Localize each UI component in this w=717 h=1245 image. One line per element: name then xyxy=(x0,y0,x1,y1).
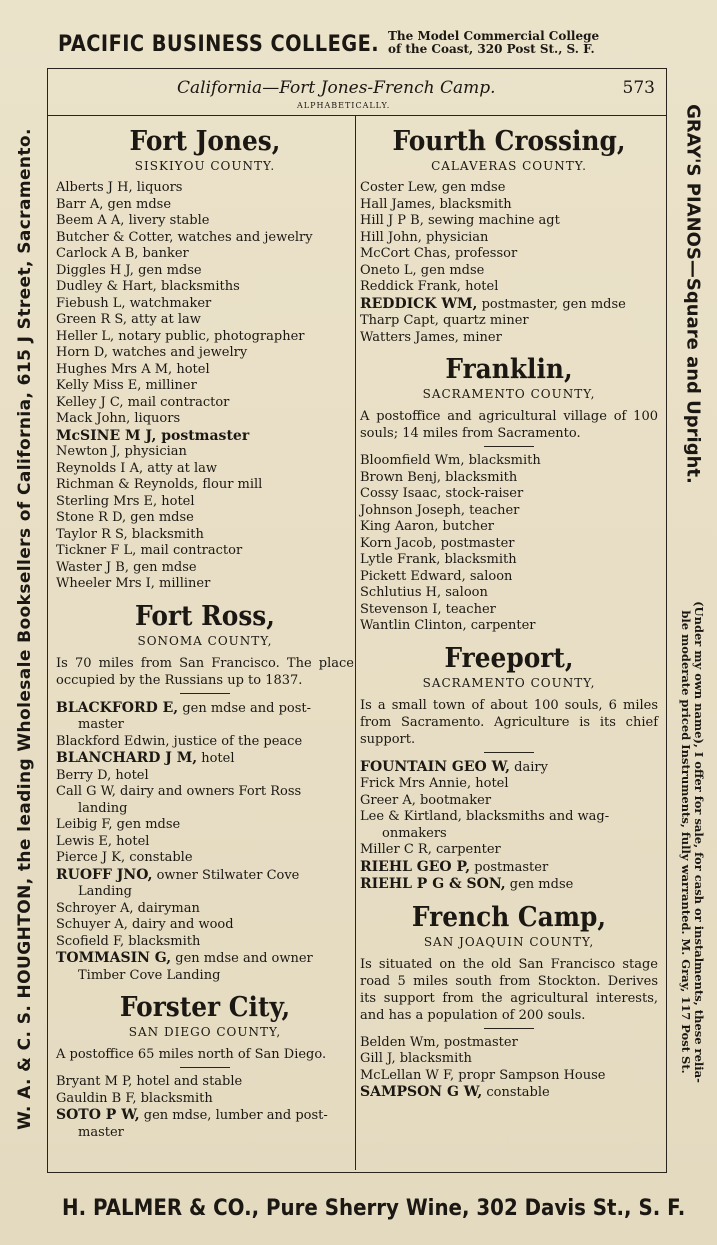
list-item xyxy=(56,950,354,984)
top-ad-right-line1: The Model Commercial College xyxy=(388,29,600,43)
list-item: Carlock A B, banker xyxy=(56,246,189,261)
list-item: Diggles H J, gen mdse xyxy=(56,262,202,278)
list-item: Gill J, blacksmith xyxy=(360,1051,472,1066)
section-freeport xyxy=(360,643,658,894)
list-item: Reynolds I A, atty at law xyxy=(56,460,218,476)
section-rule xyxy=(180,693,230,694)
section-rule xyxy=(484,1028,534,1029)
county-name: SACRAMENTO COUNTY, xyxy=(422,387,596,401)
town-description: Is a small town of about 100 souls, 6 miles from Sacramento. Agriculture is its chief support. xyxy=(360,697,658,747)
list-item: Hughes Mrs A M, hotel xyxy=(56,361,210,377)
right-side-advertisement xyxy=(670,84,714,1174)
list-item xyxy=(360,296,658,314)
list-item-continuation: master xyxy=(78,717,124,732)
left-side-ad-text: W. A. & C. S. HOUGHTON, the leading Wholesale Booksellers of California, 615 J Street, Sacramento. xyxy=(15,128,35,1130)
list-item: Hall James, blacksmith xyxy=(360,196,512,212)
list-item: Bloomfield Wm, blacksmith xyxy=(360,453,541,468)
section-franklin xyxy=(360,354,658,635)
right-side-ad-heading xyxy=(682,84,704,504)
list-item-bold-name: BLANCHARD J M, xyxy=(56,750,198,766)
list-item xyxy=(360,809,658,842)
list-item: Green R S, atty at law xyxy=(56,312,201,327)
list-item-detail: gen mdse xyxy=(509,877,574,892)
town-name: Fort Jones, xyxy=(129,126,281,157)
county-name: SACRAMENTO COUNTY, xyxy=(422,675,596,690)
list-item: Pierce J K, constable xyxy=(56,850,193,865)
list-item: Reddick Frank, hotel xyxy=(360,279,499,294)
list-item: Schroyer A, dairyman xyxy=(56,900,200,916)
list-item: Belden Wm, postmaster xyxy=(360,1034,518,1050)
list-item: Gauldin B F, blacksmith xyxy=(56,1090,213,1106)
list-item: Watters James, miner xyxy=(360,329,502,345)
list-item-detail: hotel xyxy=(201,751,235,766)
list-item: Lewis E, hotel xyxy=(56,833,150,849)
list-item-bold-name: SAMPSON G W, xyxy=(360,1084,483,1100)
town-name: Forster City, xyxy=(119,992,291,1023)
town-name: Franklin, xyxy=(445,354,573,385)
page-title: California—Fort Jones-French Camp. xyxy=(177,78,496,98)
list-item-bold-name: FOUNTAIN GEO W, xyxy=(360,758,510,775)
list-item-bold-name: TOMMASIN G, xyxy=(56,950,172,966)
section-rule xyxy=(484,752,534,753)
list-item: Schuyer A, dairy and wood xyxy=(56,917,234,932)
list-item xyxy=(56,784,354,817)
list-item: Frick Mrs Annie, hotel xyxy=(360,776,509,791)
list-item: Dudley & Hart, blacksmiths xyxy=(56,279,240,294)
list-item: Mack John, liquors xyxy=(56,411,181,426)
list-item-detail: postmaster xyxy=(474,859,549,875)
list-item-continuation: Landing xyxy=(78,884,132,899)
list-item: Greer A, bootmaker xyxy=(360,792,492,808)
list-item: Stone R D, gen mdse xyxy=(56,510,194,525)
list-item: Lytle Frank, blacksmith xyxy=(360,552,517,567)
section-rule xyxy=(180,1067,230,1068)
list-item: Wheeler Mrs I, milliner xyxy=(56,576,211,591)
left-column xyxy=(56,118,354,1141)
list-item: Fiebush L, watchmaker xyxy=(56,295,212,311)
top-ad-left-text: PACIFIC BUSINESS COLLEGE. xyxy=(58,32,380,57)
list-item: Tharp Capt, quartz miner xyxy=(360,313,529,328)
list-item-continuation: landing xyxy=(78,800,128,816)
right-column xyxy=(360,118,658,1102)
list-item-bold-name: REDDICK WM, xyxy=(360,295,478,312)
list-item: Beem A A, livery stable xyxy=(56,213,210,228)
list-item: Heller L, notary public, photographer xyxy=(56,328,305,344)
county-name: CALAVERAS COUNTY. xyxy=(431,159,587,173)
list-item: Oneto L, gen mdse xyxy=(360,262,485,278)
list-item-continuation: Timber Cove Landing xyxy=(78,967,221,983)
right-side-ad-line1: (Under my own name), I offer for sale, for cash or instalments, these relia- xyxy=(692,601,706,1083)
page-header xyxy=(57,78,657,114)
list-item: Coster Lew, gen mdse xyxy=(360,180,506,195)
section-fourth-crossing xyxy=(360,126,658,346)
list-item-detail: dairy xyxy=(514,759,548,775)
list-item xyxy=(360,1084,658,1102)
list-item xyxy=(56,750,354,768)
list-item: Tickner F L, mail contractor xyxy=(56,543,243,558)
town-description: Is situated on the old San Francisco stage road 5 miles south from Stockton. Derives its support from the agricultural interests, and has a population of 200 souls. xyxy=(360,956,658,1023)
top-ad-right-line2: of the Coast, 320 Post St., S. F. xyxy=(388,42,595,56)
town-name: Fort Ross, xyxy=(135,600,275,632)
list-item xyxy=(56,867,354,901)
list-item-detail: postmaster, gen mdse xyxy=(481,296,626,312)
right-side-ad-heading-text: GRAY'S PIANOS—Square and Upright. xyxy=(682,104,704,484)
town-description: A postoffice 65 miles north of San Diego. xyxy=(56,1047,327,1062)
section-rule xyxy=(484,446,534,447)
page-subtitle: ALPHABETICALLY. xyxy=(297,101,391,110)
list-item-detail: Call G W, dairy and owners Fort Ross xyxy=(56,784,302,799)
list-item: Miller C R, carpenter xyxy=(360,842,501,857)
list-item-detail: constable xyxy=(486,1085,550,1100)
column-divider xyxy=(355,116,356,1170)
list-item xyxy=(56,1107,354,1141)
list-item-detail: gen mdse and post- xyxy=(182,700,312,716)
county-name: SISKIYOU COUNTY. xyxy=(134,159,276,173)
list-item: Schlutius H, saloon xyxy=(360,585,488,600)
town-description: Is 70 miles from San Francisco. The place occupied by the Russians up to 1837. xyxy=(56,655,354,688)
list-item xyxy=(360,876,658,894)
list-item: Horn D, watches and jewelry xyxy=(56,345,248,360)
list-item: Sterling Mrs E, hotel xyxy=(56,493,195,509)
list-item: Alberts J H, liquors xyxy=(56,180,183,195)
list-item-bold: McSINE M J, postmaster xyxy=(56,427,250,444)
list-item xyxy=(360,859,658,877)
list-item: Wantlin Clinton, carpenter xyxy=(360,618,536,633)
county-name: SAN JOAQUIN COUNTY, xyxy=(423,934,595,949)
town-description: A postoffice and agricultural village of 100 souls; 14 miles from Sacramento. xyxy=(360,409,658,441)
county-name: SONOMA COUNTY, xyxy=(137,633,273,648)
list-item: Hill John, physician xyxy=(360,229,489,245)
section-fort-jones xyxy=(56,126,354,593)
town-name: French Camp, xyxy=(411,901,607,933)
list-item: Korn Jacob, postmaster xyxy=(360,535,515,551)
list-item: Butcher & Cotter, watches and jewelry xyxy=(56,229,313,245)
list-item: McCort Chas, professor xyxy=(360,246,518,261)
list-item: Cossy Isaac, stock-raiser xyxy=(360,486,524,501)
list-item: Leibig F, gen mdse xyxy=(56,817,181,832)
list-item: Kelly Miss E, milliner xyxy=(56,378,197,393)
right-side-ad-body-text xyxy=(679,601,705,1083)
list-item-bold-name: RIEHL GEO P, xyxy=(360,858,471,875)
list-item: Newton J, physician xyxy=(56,444,187,459)
list-item-detail: owner Stilwater Cove xyxy=(156,867,300,883)
list-item: Stevenson I, teacher xyxy=(360,601,496,617)
list-item-bold-name: RIEHL P G & SON, xyxy=(360,876,506,892)
list-item-continuation: onmakers xyxy=(382,825,447,841)
list-item-continuation: master xyxy=(78,1124,124,1140)
top-ad-right-text xyxy=(388,30,658,56)
list-item: Kelley J C, mail contractor xyxy=(56,394,230,410)
list-item-detail: Lee & Kirtland, blacksmiths and wag- xyxy=(360,809,610,824)
page-number: 573 xyxy=(622,78,655,98)
header-rule xyxy=(48,115,666,116)
list-item: Waster J B, gen mdse xyxy=(56,559,197,575)
list-item: Berry D, hotel xyxy=(56,767,149,783)
list-item: King Aaron, butcher xyxy=(360,519,494,534)
town-name: Freeport, xyxy=(444,642,574,674)
list-item: Taylor R S, blacksmith xyxy=(56,526,204,542)
right-side-ad-body xyxy=(670,512,714,1172)
bottom-advertisement-banner: H. PALMER & CO., Pure Sherry Wine, 302 Davis St., S. F. xyxy=(62,1196,686,1221)
town-name: Fourth Crossing, xyxy=(392,126,626,157)
left-side-advertisement xyxy=(8,84,42,1174)
list-item: Barr A, gen mdse xyxy=(56,196,172,212)
list-item: Blackford Edwin, justice of the peace xyxy=(56,733,303,749)
list-item: Hill J P B, sewing machine agt xyxy=(360,213,560,228)
section-french-camp xyxy=(360,902,658,1102)
list-item-detail: gen mdse, lumber and post- xyxy=(143,1108,328,1123)
right-side-ad-line2: ble moderate priced Instruments, fully warranted. M. Gray, 117 Post St. xyxy=(679,610,693,1074)
list-item-bold-name: BLACKFORD E, xyxy=(56,699,179,716)
list-item: Bryant M P, hotel and stable xyxy=(56,1074,243,1089)
section-fort-ross xyxy=(56,601,354,985)
list-item: Brown Benj, blacksmith xyxy=(360,469,518,485)
list-item-detail: gen mdse and owner xyxy=(175,951,313,966)
list-item-bold-name: SOTO P W, xyxy=(56,1107,140,1123)
list-item: Scofield F, blacksmith xyxy=(56,933,201,949)
list-item xyxy=(360,759,658,777)
list-item: Richman & Reynolds, flour mill xyxy=(56,477,263,492)
section-forster-city xyxy=(56,992,354,1141)
county-name: SAN DIEGO COUNTY, xyxy=(128,1025,282,1039)
list-item: McLellan W F, propr Sampson House xyxy=(360,1067,606,1083)
list-item: Johnson Joseph, teacher xyxy=(360,502,520,518)
top-advertisement-banner xyxy=(58,28,658,64)
list-item xyxy=(56,700,354,734)
list-item-bold-name: RUOFF JNO, xyxy=(56,866,153,883)
list-item: Pickett Edward, saloon xyxy=(360,568,513,584)
